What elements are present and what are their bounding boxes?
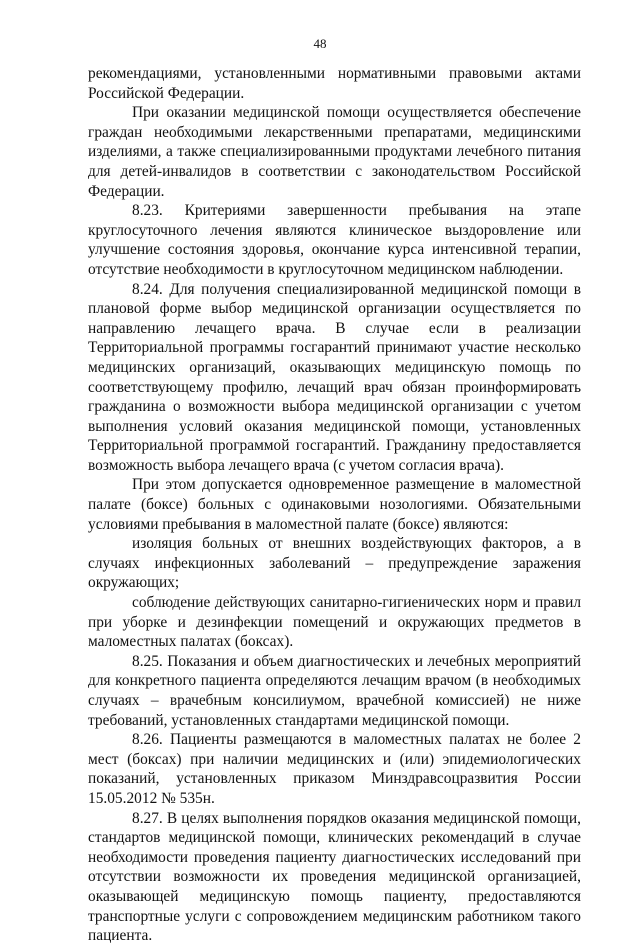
paragraph-8-26: 8.26. Пациенты размещаются в маломестных палатах не более 2 мест (боксах) при наличии медицинских и (или) эпидемиологических показаний, установленных приказом Минздравсоцразвития России 15.05.2012 № 535н. <box>88 731 581 807</box>
paragraph-8-25: 8.25. Показания и объем диагностических и лечебных мероприятий для конкретного пациента определяются лечащим врачом (в необходимых случаях – врачебным консилиумом, врачебной комиссией) не ниже требований, установленных стандартами медицинской помощи. <box>88 652 581 729</box>
paragraph-8-24: 8.24. Для получения специализированной медицинской помощи в плановой форме выбор медицинской организации осуществляется по направлению лечащего врача. В случае если в реализации Территориальной программы госгарантий принимают участие несколько медицинских организаций, оказывающих медицинскую помощь по соответствующему профилю, лечащий врач обязан проинформировать гражданина о возможности выбора медицинской организации с учетом выполнения условий оказания медицинской помощи, установленных Территориальной программой госгарантий. Гражданину предоставляется возможность выбора лечащего врача (с учетом согласия врача). <box>88 280 581 474</box>
paragraph-isolation: изоляция больных от внешних воздействующих факторов, а в случаях инфекционных заболеваний – предупреждение заражения окружающих; <box>88 535 581 592</box>
paragraph-continuation: рекомендациями, установленными нормативными правовыми актами Российской Федерации. <box>88 65 581 102</box>
paragraph-small-ward: При этом допускается одновременное размещение в маломестной палате (боксе) больных с одинаковыми нозологиями. Обязательными условиями пребывания в маломестной палате (боксе) являются: <box>88 476 581 533</box>
paragraph-8-27: 8.27. В целях выполнения порядков оказания медицинской помощи, стандартов медицинской помощи, клинических рекомендаций в случае необходимости проведения пациенту диагностических исследований при отсутствии возможности их проведения медицинской организацией, оказывающей медицинскую помощь пациенту, предоставляются транспортные услуги с сопровождением медицинским работником такого пациента. <box>88 809 581 945</box>
paragraph-sanitary-norms: соблюдение действующих санитарно-гигиенических норм и правил при уборке и дезинфекции помещений и окружающих предметов в маломестных палатах (боксах). <box>88 594 581 651</box>
document-body <box>88 64 581 946</box>
page-number: 48 <box>313 36 327 51</box>
paragraph-8-23: 8.23. Критериями завершенности пребывания на этапе круглосуточного лечения являются клиническое выздоровление или улучшение состояния здоровья, окончание курса интенсивной терапии, отсутствие необходимости в круглосуточном медицинском наблюдении. <box>88 202 581 278</box>
paragraph-medication-provision: При оказании медицинской помощи осуществляется обеспечение граждан необходимыми лекарственными препаратами, медицинскими изделиями, а также специализированными продуктами лечебного питания для детей-инвалидов в соответствии с законодательством Российской Федерации. <box>88 104 581 200</box>
